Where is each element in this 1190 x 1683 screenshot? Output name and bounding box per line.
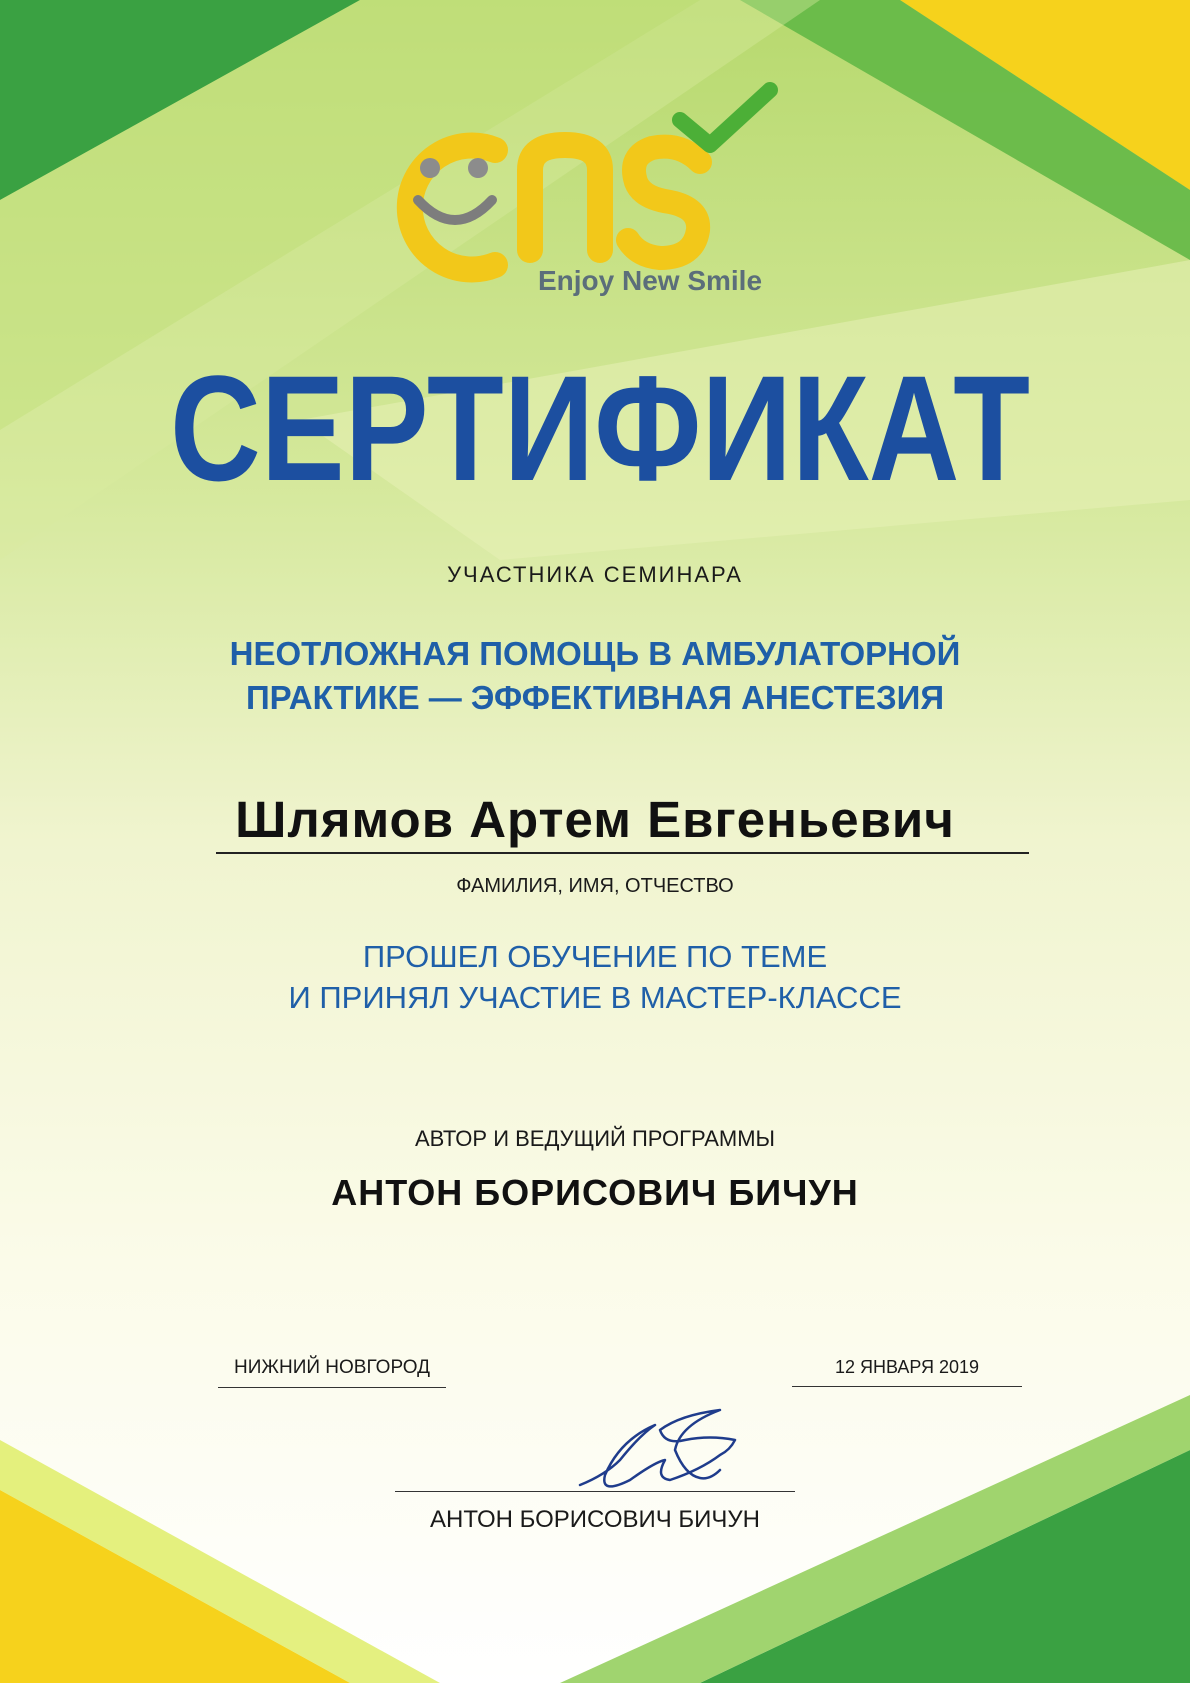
certificate-title-text: СЕРТИФИКАТ [170,344,1030,512]
logo-letter-n [530,145,600,250]
date-text: 12 ЯНВАРЯ 2019 [834,1357,980,1377]
signatory-name: АНТОН БОРИСОВИЧ БИЧУН [430,1506,760,1533]
completion-line-2: И ПРИНЯЛ УЧАСТИЕ В МАСТЕР-КЛАССЕ [288,980,902,1015]
seminar-title [0,632,1190,720]
logo-eye-right [468,158,488,178]
author-name: АНТОН БОРИСОВИЧ БИЧУН [331,1172,859,1213]
logo-check-icon [680,90,770,145]
ens-logo [380,90,800,320]
city-field [218,1357,446,1388]
city-text: НИЖНИЙ НОВГОРОД [234,1357,430,1378]
seminar-title-line-1: НЕОТЛОЖНАЯ ПОМОЩЬ В АМБУЛАТОРНОЙ [229,635,961,672]
completion-statement [0,936,1190,1018]
logo-eye-left [420,158,440,178]
author-caption: АВТОР И ВЕДУЩИЙ ПРОГРАММЫ [414,1126,775,1151]
participant-name: Шлямов Артем Евгеньевич [235,791,955,848]
completion-line-1: ПРОШЕЛ ОБУЧЕНИЕ ПО ТЕМЕ [362,939,828,974]
date-underline [792,1386,1022,1387]
city-underline [218,1387,446,1388]
certificate-title [150,344,1050,512]
name-caption: ФАМИЛИЯ, ИМЯ, ОТЧЕСТВО [456,875,734,897]
logo-brand-text: Enjoy New Smile [537,265,763,296]
participant-name-underline [216,852,1029,854]
logo-smile [418,200,492,220]
signature-line [395,1491,795,1492]
certificate-subtitle: УЧАСТНИКА СЕМИНАРА [447,562,743,587]
seminar-title-line-2: ПРАКТИКЕ — ЭФФЕКТИВНАЯ АНЕСТЕЗИЯ [245,679,945,716]
logo-letter-s [628,147,700,258]
date-field [792,1357,1022,1387]
signature [560,1400,760,1510]
